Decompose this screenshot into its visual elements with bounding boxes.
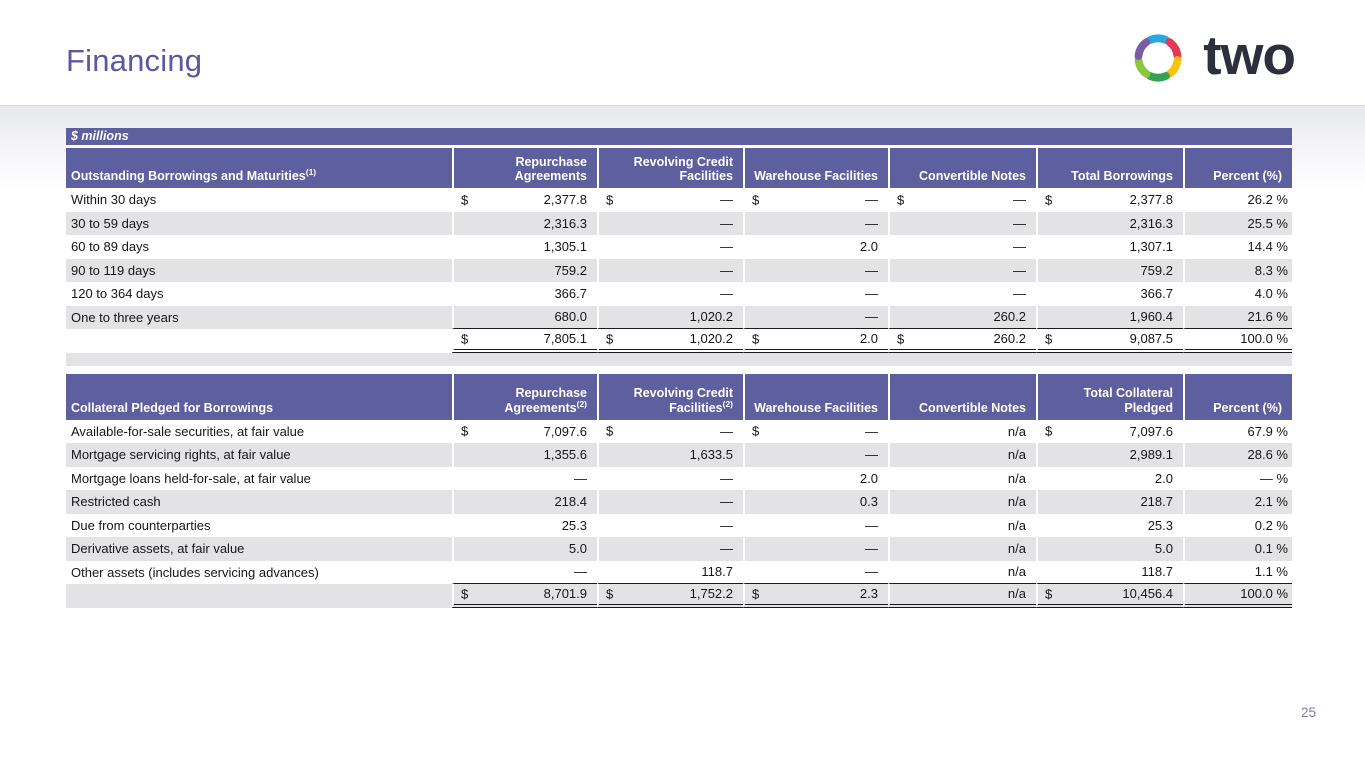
- two-logo-wordmark: two: [1203, 23, 1295, 86]
- borrowings-table-mount: [66, 148, 1292, 353]
- percent-cell: — %: [1183, 467, 1292, 491]
- financing-tables: [66, 128, 1292, 608]
- table-row: [66, 443, 1292, 467]
- table-title: Collateral Pledged for Borrowings: [66, 374, 452, 420]
- column-header: Percent (%): [1183, 374, 1292, 420]
- money-cell: —: [597, 537, 743, 561]
- money-cell: 2.0: [1036, 467, 1183, 491]
- money-cell: 2,316.3: [452, 212, 597, 236]
- percent-cell: 100.0 %: [1183, 584, 1292, 608]
- money-cell: n/a: [888, 443, 1036, 467]
- percent-cell: 28.6 %: [1183, 443, 1292, 467]
- money-cell: —: [888, 212, 1036, 236]
- money-cell: 759.2: [452, 259, 597, 283]
- money-cell: $ 9,087.5: [1036, 329, 1183, 353]
- money-cell: n/a: [888, 584, 1036, 608]
- money-cell: —: [888, 235, 1036, 259]
- money-cell: —: [743, 282, 888, 306]
- percent-cell: 21.6 %: [1183, 306, 1292, 330]
- money-cell: —: [888, 282, 1036, 306]
- column-header: Warehouse Facilities: [743, 148, 888, 188]
- table-row: [66, 235, 1292, 259]
- percent-cell: 8.3 %: [1183, 259, 1292, 283]
- money-cell: 366.7: [1036, 282, 1183, 306]
- money-cell: $ 7,097.6: [1036, 420, 1183, 444]
- money-cell: —: [743, 212, 888, 236]
- column-header: Total Collateral Pledged: [1036, 374, 1183, 420]
- money-cell: n/a: [888, 537, 1036, 561]
- money-cell: 680.0: [452, 306, 597, 330]
- two-logo-mark-icon: [1125, 24, 1191, 92]
- money-cell: $ 7,097.6: [452, 420, 597, 444]
- money-cell: 118.7: [1036, 561, 1183, 585]
- percent-cell: 4.0 %: [1183, 282, 1292, 306]
- money-cell: 218.7: [1036, 490, 1183, 514]
- collateral-table: [66, 374, 1292, 608]
- money-cell: 218.4: [452, 490, 597, 514]
- money-cell: n/a: [888, 467, 1036, 491]
- header-row: [66, 148, 1292, 188]
- row-label: Available-for-sale securities, at fair value: [66, 420, 452, 444]
- money-cell: $ 1,020.2: [597, 329, 743, 353]
- borrowings-table: [66, 148, 1292, 353]
- row-label: [66, 584, 452, 608]
- column-header: Total Borrowings: [1036, 148, 1183, 188]
- page-number: 25: [1300, 705, 1316, 720]
- table-spacer-band: [66, 353, 1292, 366]
- money-cell: n/a: [888, 514, 1036, 538]
- money-cell: —: [452, 561, 597, 585]
- row-label: One to three years: [66, 306, 452, 330]
- table-row: [66, 537, 1292, 561]
- row-label: Restricted cash: [66, 490, 452, 514]
- money-cell: 5.0: [452, 537, 597, 561]
- money-cell: $ —: [743, 188, 888, 212]
- column-header: Revolving Credit Facilities: [597, 148, 743, 188]
- money-cell: 1,020.2: [597, 306, 743, 330]
- page-title: Financing: [66, 43, 203, 78]
- row-label: 90 to 119 days: [66, 259, 452, 283]
- money-cell: —: [597, 259, 743, 283]
- money-cell: 759.2: [1036, 259, 1183, 283]
- money-cell: 366.7: [452, 282, 597, 306]
- table-row: [66, 561, 1292, 585]
- money-cell: $ 1,752.2: [597, 584, 743, 608]
- money-cell: 118.7: [597, 561, 743, 585]
- table-row: [66, 259, 1292, 283]
- money-cell: n/a: [888, 420, 1036, 444]
- table-row: [66, 420, 1292, 444]
- column-header: Repurchase Agreements$^{(2)}$: [452, 374, 597, 420]
- table-row: [66, 467, 1292, 491]
- money-cell: —: [743, 306, 888, 330]
- money-cell: n/a: [888, 561, 1036, 585]
- money-cell: 1,307.1: [1036, 235, 1183, 259]
- money-cell: —: [597, 212, 743, 236]
- money-cell: 2,316.3: [1036, 212, 1183, 236]
- money-cell: —: [888, 259, 1036, 283]
- money-cell: —: [743, 443, 888, 467]
- column-header: Warehouse Facilities: [743, 374, 888, 420]
- table-row: [66, 212, 1292, 236]
- row-label: [66, 329, 452, 353]
- table-title: Outstanding Borrowings and Maturities$^{(1)}$: [66, 148, 452, 188]
- table-row: [66, 490, 1292, 514]
- money-cell: $ 2.0: [743, 329, 888, 353]
- money-cell: $ —: [888, 188, 1036, 212]
- percent-cell: 1.1 %: [1183, 561, 1292, 585]
- column-header: Repurchase Agreements: [452, 148, 597, 188]
- money-cell: —: [597, 514, 743, 538]
- table-row: [66, 514, 1292, 538]
- money-cell: 25.3: [452, 514, 597, 538]
- money-cell: $ 2.3: [743, 584, 888, 608]
- row-label: 30 to 59 days: [66, 212, 452, 236]
- column-header: Revolving Credit Facilities$^{(2)}$: [597, 374, 743, 420]
- units-label: $ millions: [66, 128, 1292, 145]
- row-label: Derivative assets, at fair value: [66, 537, 452, 561]
- row-label: Within 30 days: [66, 188, 452, 212]
- percent-cell: 2.1 %: [1183, 490, 1292, 514]
- table-row: [66, 188, 1292, 212]
- percent-cell: 26.2 %: [1183, 188, 1292, 212]
- money-cell: —: [743, 259, 888, 283]
- row-label: 120 to 364 days: [66, 282, 452, 306]
- row-label: Other assets (includes servicing advances): [66, 561, 452, 585]
- percent-cell: 100.0 %: [1183, 329, 1292, 353]
- money-cell: —: [452, 467, 597, 491]
- money-cell: 1,960.4: [1036, 306, 1183, 330]
- money-cell: 1,355.6: [452, 443, 597, 467]
- table-row: [66, 306, 1292, 330]
- money-cell: 2,989.1: [1036, 443, 1183, 467]
- total-row: [66, 584, 1292, 608]
- row-label: Mortgage servicing rights, at fair value: [66, 443, 452, 467]
- money-cell: n/a: [888, 490, 1036, 514]
- money-cell: 2.0: [743, 235, 888, 259]
- money-cell: $ 10,456.4: [1036, 584, 1183, 608]
- column-header: Percent (%): [1183, 148, 1292, 188]
- percent-cell: 14.4 %: [1183, 235, 1292, 259]
- money-cell: —: [743, 537, 888, 561]
- money-cell: $ —: [597, 188, 743, 212]
- total-row: [66, 329, 1292, 353]
- percent-cell: 0.1 %: [1183, 537, 1292, 561]
- money-cell: —: [597, 235, 743, 259]
- money-cell: —: [597, 490, 743, 514]
- money-cell: 25.3: [1036, 514, 1183, 538]
- table-row: [66, 282, 1292, 306]
- money-cell: —: [597, 282, 743, 306]
- column-header: Convertible Notes: [888, 148, 1036, 188]
- company-logo: [1125, 24, 1295, 92]
- header-row: [66, 374, 1292, 420]
- money-cell: 2.0: [743, 467, 888, 491]
- money-cell: 0.3: [743, 490, 888, 514]
- percent-cell: 25.5 %: [1183, 212, 1292, 236]
- money-cell: 5.0: [1036, 537, 1183, 561]
- column-header: Convertible Notes: [888, 374, 1036, 420]
- money-cell: 260.2: [888, 306, 1036, 330]
- money-cell: $ —: [743, 420, 888, 444]
- money-cell: $ 7,805.1: [452, 329, 597, 353]
- row-label: Due from counterparties: [66, 514, 452, 538]
- money-cell: 1,305.1: [452, 235, 597, 259]
- money-cell: —: [743, 514, 888, 538]
- percent-cell: 67.9 %: [1183, 420, 1292, 444]
- money-cell: $ —: [597, 420, 743, 444]
- money-cell: —: [597, 467, 743, 491]
- collateral-table-mount: [66, 374, 1292, 608]
- money-cell: 1,633.5: [597, 443, 743, 467]
- money-cell: —: [743, 561, 888, 585]
- money-cell: $ 260.2: [888, 329, 1036, 353]
- percent-cell: 0.2 %: [1183, 514, 1292, 538]
- row-label: Mortgage loans held-for-sale, at fair value: [66, 467, 452, 491]
- money-cell: $ 8,701.9: [452, 584, 597, 608]
- row-label: 60 to 89 days: [66, 235, 452, 259]
- money-cell: $ 2,377.8: [452, 188, 597, 212]
- money-cell: $ 2,377.8: [1036, 188, 1183, 212]
